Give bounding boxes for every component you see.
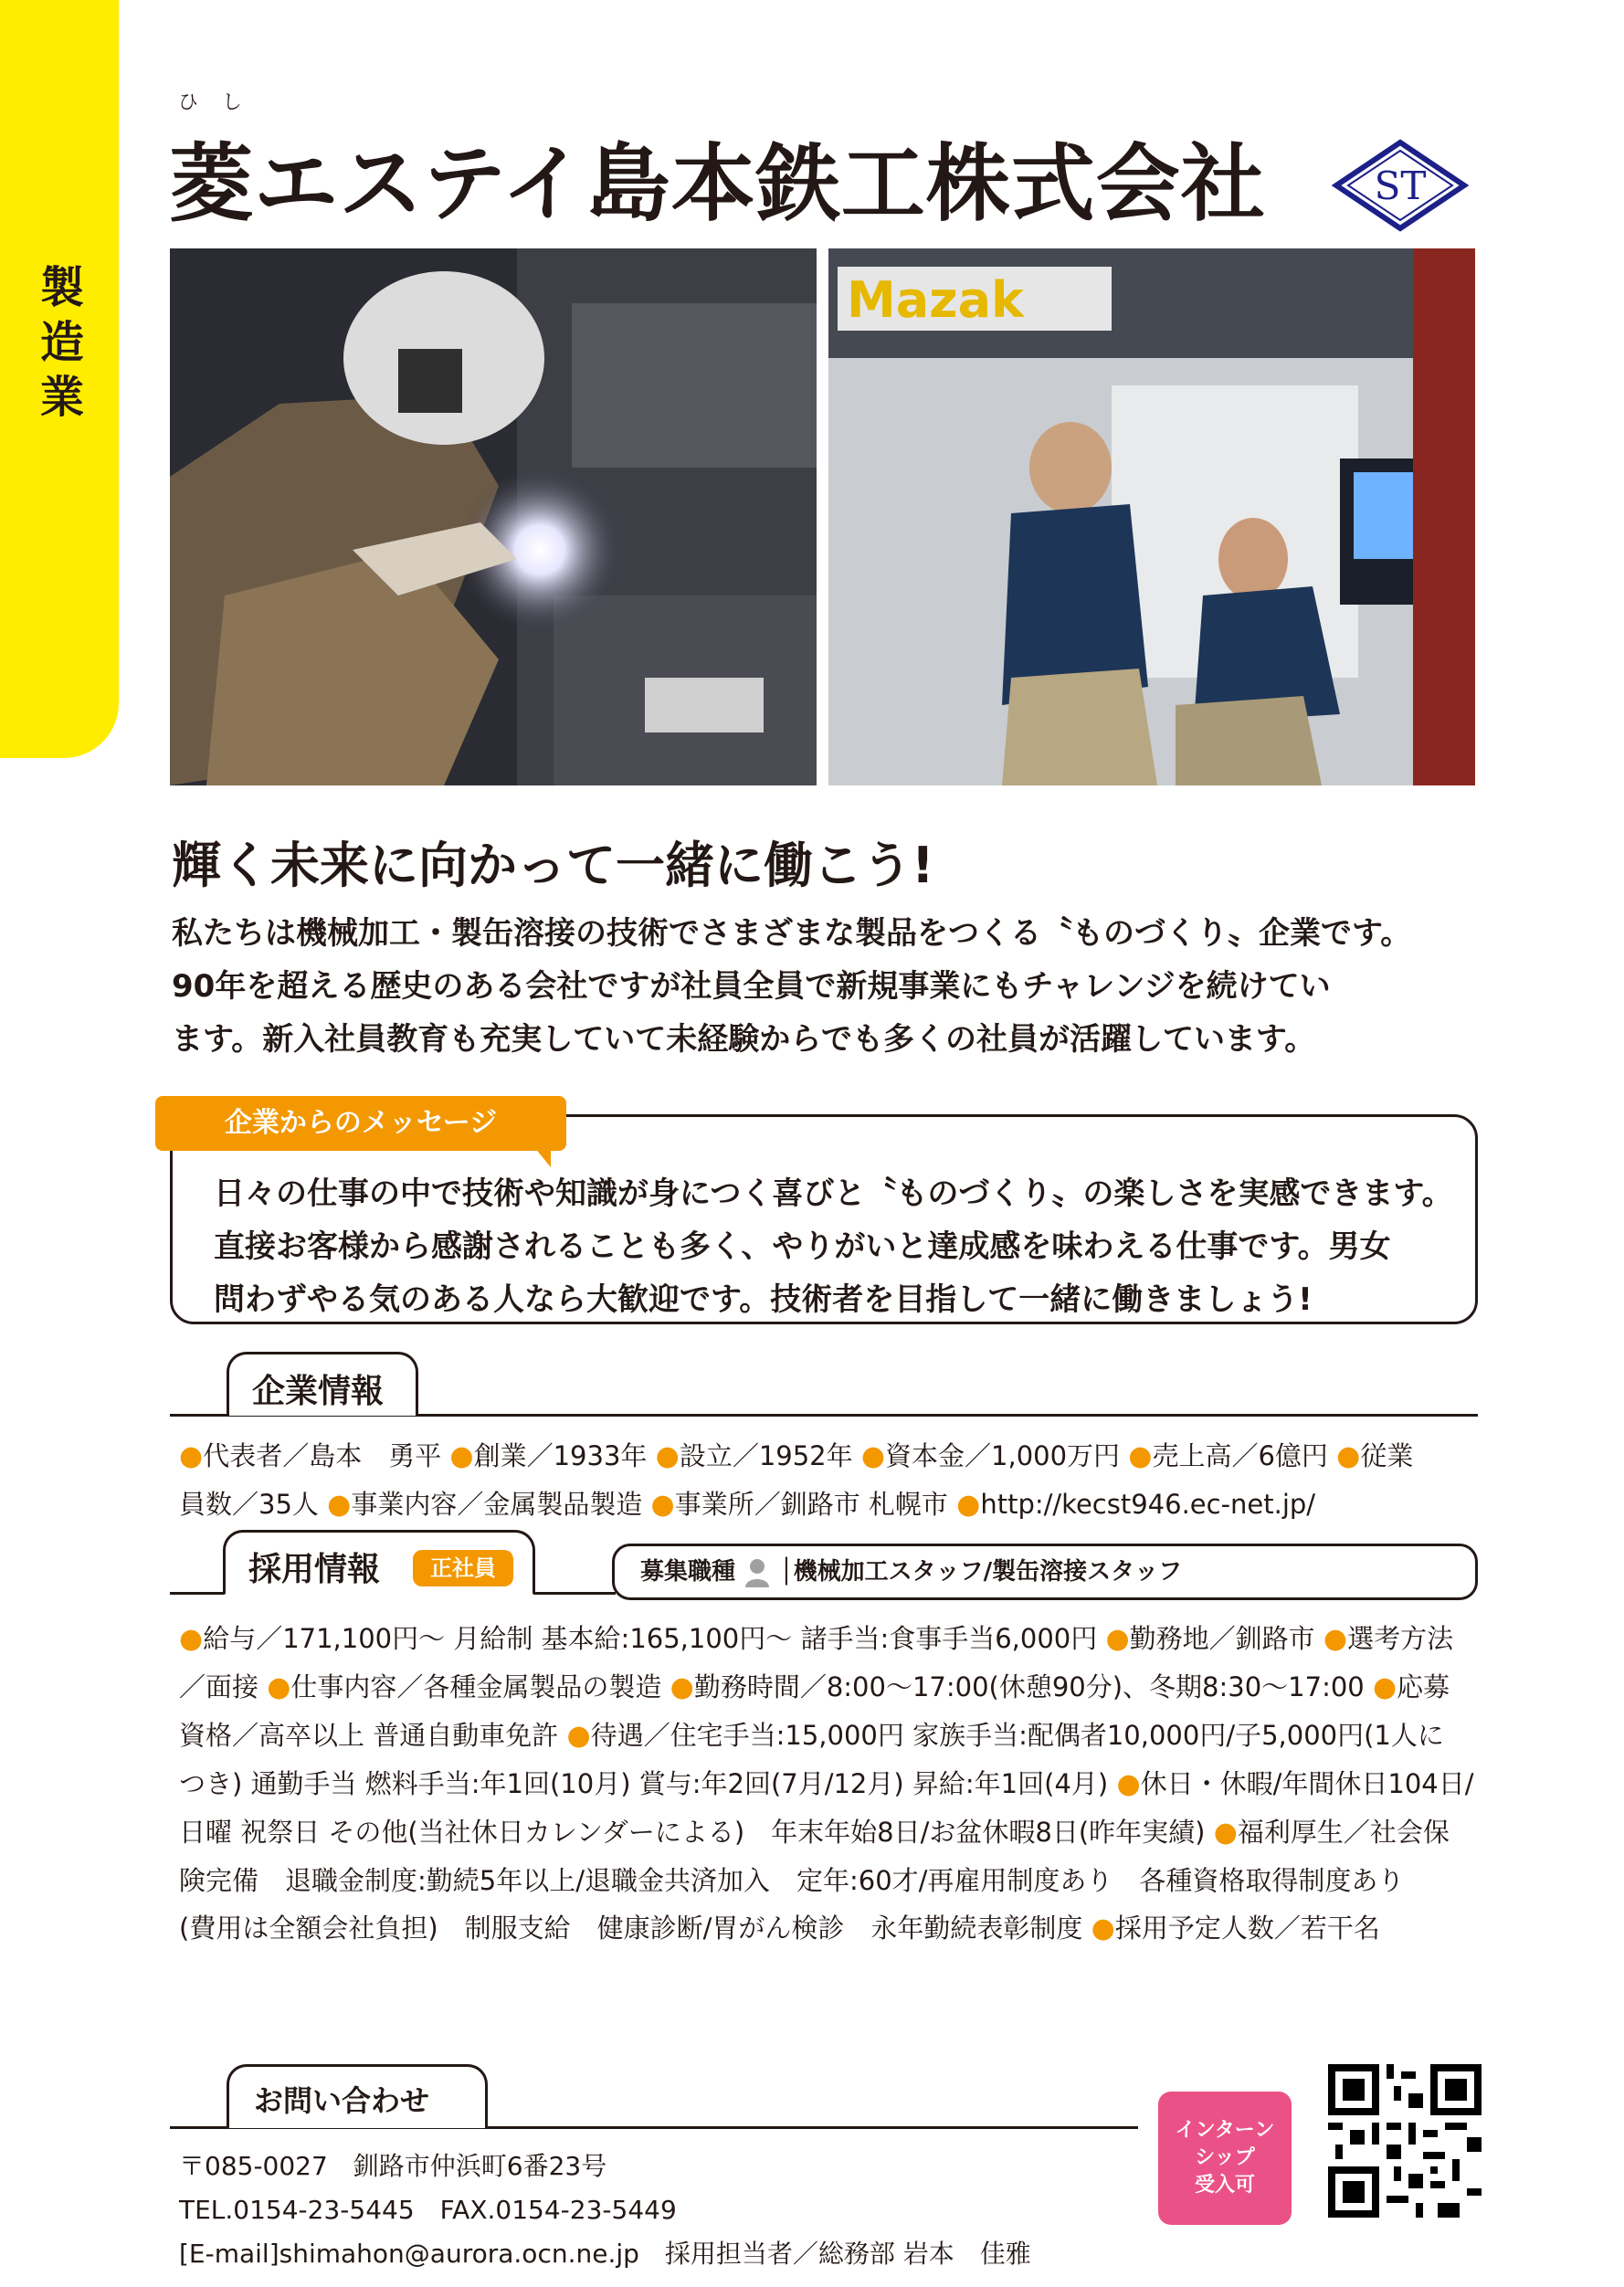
company-name: 菱エステイ島本鉄工株式会社 [169,135,1266,233]
company-info-text: ●代表者／島本 勇平 ●創業／1933年 ●設立／1952年 ●資本金／1,000万円 ●売上高／6億円 ●従業 員数／35人 ●事業内容／金属製品製造 ●事業所／釧路市 札幌市 ●http://kecst946.ec-net.jp/ [179,1440,1414,1521]
job-type-label: 募集職種 [640,1558,736,1586]
contact-title: お問い合わせ [254,2083,430,2118]
recruit-rule-right [533,1592,616,1595]
job-type-value: 機械加工スタッフ/製缶溶接スタッフ [793,1558,1183,1586]
company-info-title: 企業情報 [252,1373,385,1410]
welding-photo [170,248,817,785]
category-tab [0,0,119,758]
svg-text:Mazak: Mazak [847,271,1024,329]
category-label: 製 造 業 [39,262,84,423]
employment-type-badge: 正社員 [413,1550,513,1586]
qr-code-icon[interactable] [1328,2064,1482,2218]
message-label: 企業からのメッセージ [155,1096,566,1151]
svg-text:ST: ST [1374,163,1427,208]
intro-text: 私たちは機械加工・製缶溶接の技術でさまざまな製品をつくる〝ものづくり〟企業です。 90年を超える歴史のある会社ですが社員全員で新規事業にもチャレンジを続けてい ます。新入社員教育も充実していて未経験からでも多くの社員が活躍しています。 [172,915,1412,1058]
recruit-info-text: ●給与／171,100円〜 月給制 基本給:165,100円〜 諸手当:食事手当6,000円 ●勤務地／釧路市 ●選考方法 ／面接 ●仕事内容／各種金属製品の製造 ●勤務時間／8:00〜17:00(休憩90分)、冬期8:30〜17:00 ●応募 資格／高卒以上 普通自動車免許 ●待遇／住宅手当:15,000円 家族手当:配偶者10,000円/子5,000円(1人に つき) 通勤手当 燃料手当:年1回(10月) 賞与:年2回(7月/12月) 昇給:年1回(4月) ●休日・休暇/年間休日104日/ 日曜 祝祭日 その他(当社休日カレンダーによる) 年末年始8日/お盆休暇8日(昨年実績) ●福利厚生／社会保 険完備 退職金制度:勤続5年以上/退職金共済加入 定年:60才/再雇用制度あり 各種資格取得制度あり (費用は全額会社負担) 制服支給 健康診断/胃がん検診 永年勤続表彰制度 ●採用予定人数／若干名 [179,1623,1474,1944]
internship-badge: インターン シップ 受入可 [1158,2092,1292,2225]
message-label-tail [534,1147,551,1167]
job-type-box: 募集職種 │機械加工スタッフ/製缶溶接スタッフ [612,1544,1478,1600]
headline: 輝く未来に向かって一緒に働こう! [172,837,934,894]
recruit-rule-left [170,1592,225,1595]
machine-shop-photo [828,248,1475,785]
company-logo [1332,135,1469,236]
company-furigana: ひし [178,91,267,114]
contact-text: 〒085-0027 釧路市仲浜町6番23号 TEL.0154-23-5445 FAX.0154-23-5449 [E-mail]shimahon@aurora.ocn.ne.jp 採用担当者／総務部 岩本 佳雅 [179,2151,1031,2269]
recruit-title: 採用情報 [248,1551,381,1588]
message-text: 日々の仕事の中で技術や知識が身につく喜びと〝ものづくり〟の楽しさを実感できます。 直接お客様から感謝されることも多く、やりがいと達成感を味わえる仕事です。男女 問わずやる気のある人なら大歓迎です。技術者を目指して一緒に働きましょう! [214,1175,1453,1318]
person-icon [744,1558,770,1587]
